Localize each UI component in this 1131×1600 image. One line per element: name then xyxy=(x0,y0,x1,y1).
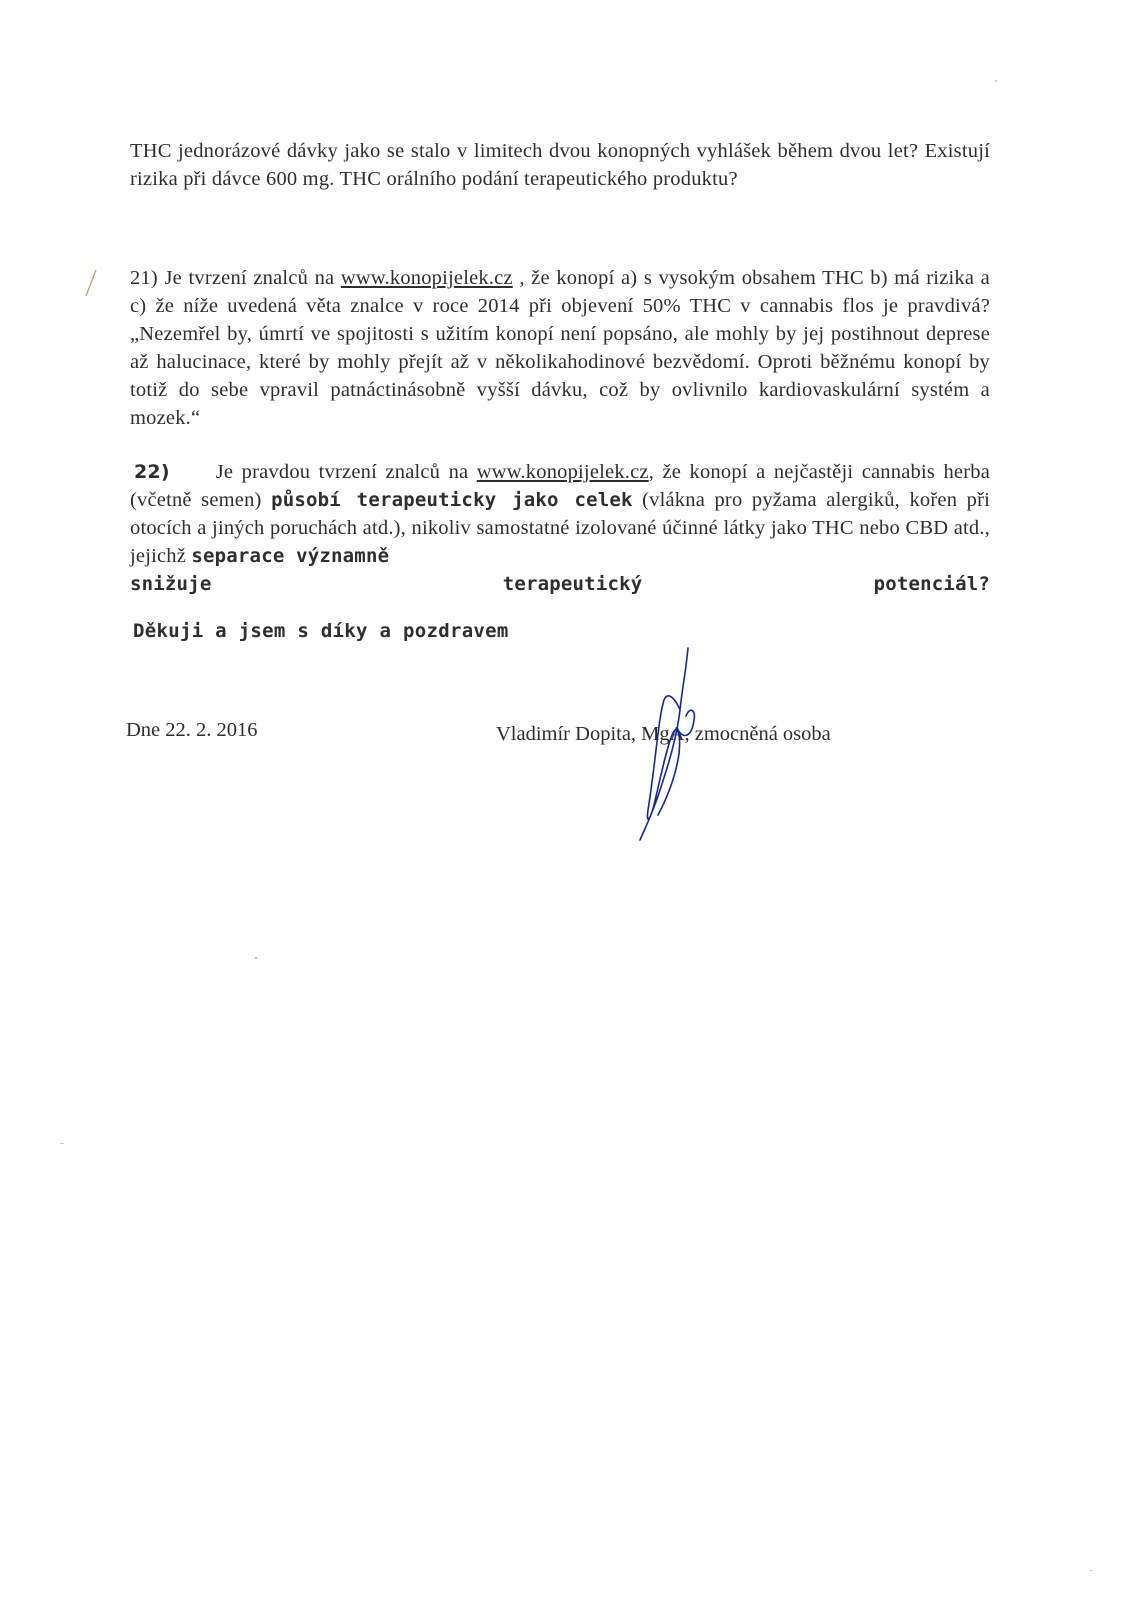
margin-mark xyxy=(80,268,100,298)
signer-name: Vladimír Dopita, MgA, zmocněná osoba xyxy=(496,723,831,745)
scan-speck xyxy=(1090,1570,1093,1571)
q22-link[interactable]: www.konopijelek.cz xyxy=(476,461,649,483)
q22-word-snizuje: snižuje xyxy=(130,573,212,595)
q22-text3: (vlákna pro pyžama alergiků, kořen při otocích a jiných poruchách atd.), nikoliv samostatné izolované účinné látky jako THC nebo CBD atd., jejichž xyxy=(130,489,990,567)
scan-speck xyxy=(255,957,257,959)
q22-number: 22) xyxy=(134,461,170,483)
q21-text: , že konopí a) s vysokým obsahem THC b) má rizika a c) že níže uvedená věta znalce v roce 2014 při objevení 50% THC v cannabis flos je pravdivá? „Nezemřel by, úmrtí ve spojitosti s užitím konopí není popsáno, ale mohly by jej postihnout deprese až halucinace, které by mohly přejít až v několikahodinové bezvědomí. Oproti běžnému konopí by totiž do sebe vpravil patnáctinásobně vyšší dávku, což by ovlivnilo kardiovaskulární systém a mozek.“ xyxy=(130,266,990,429)
closing-thanks: Děkuji a jsem s díky a pozdravem xyxy=(133,620,509,642)
q22-text1: Je pravdou tvrzení znalců na xyxy=(215,461,477,483)
q21-link[interactable]: www.konopijelek.cz xyxy=(340,266,513,289)
document-date: Dne 22. 2. 2016 xyxy=(126,719,258,741)
paragraph-question-22 xyxy=(130,458,990,598)
paragraph-question-21 xyxy=(130,264,990,432)
q22-last-line xyxy=(130,570,990,598)
q22-text2: , že konopí a nejčastěji cannabis herba (včetně semen) xyxy=(130,461,990,511)
scan-speck xyxy=(995,80,997,82)
q21-prefix: 21) Je tvrzení znalců na xyxy=(130,266,341,289)
scan-speck xyxy=(60,1143,64,1144)
q22-word-potencial: potenciál? xyxy=(873,573,990,595)
paragraph-thc-dose: THC jednorázové dávky jako se stalo v limitech dvou konopných vyhlášek během dvou let? Existují rizika při dávce 600 mg. THC orálního podání terapeutického produktu? xyxy=(130,139,990,190)
q22-bold-celek: působí terapeuticky jako celek xyxy=(271,489,633,511)
handwritten-signature xyxy=(620,640,710,850)
q22-word-terapeuticky: terapeutický xyxy=(502,573,643,595)
q22-bold-separace: separace významně xyxy=(191,545,390,567)
